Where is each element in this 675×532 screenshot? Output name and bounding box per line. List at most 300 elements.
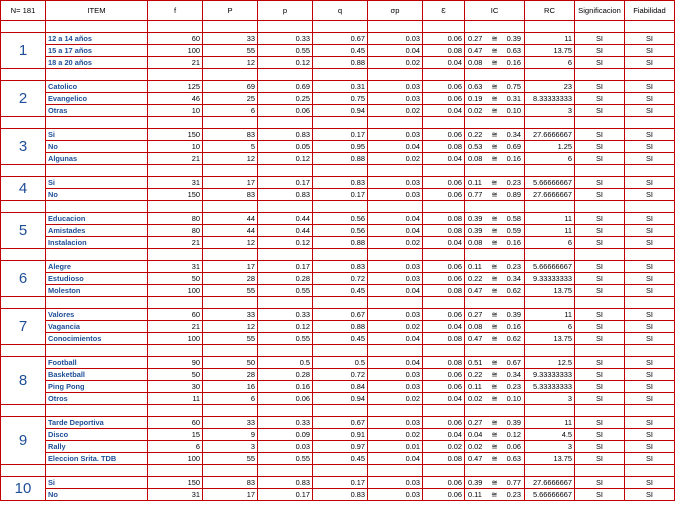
empty-cell[interactable] [258, 69, 313, 81]
q-cell[interactable]: 0.45 [313, 333, 368, 345]
f-cell[interactable]: 10 [148, 105, 203, 117]
empty-cell[interactable] [368, 201, 423, 213]
sigma-p-cell[interactable]: 0.04 [368, 213, 423, 225]
group-number[interactable]: 4 [1, 177, 46, 201]
empty-cell[interactable] [1, 405, 46, 417]
fiabilidad-cell[interactable]: SI [625, 93, 675, 105]
rc-cell[interactable]: 4.5 [525, 429, 575, 441]
group-number[interactable]: 5 [1, 213, 46, 249]
p-cell[interactable]: 0.16 [258, 381, 313, 393]
sigma-p-cell[interactable]: 0.04 [368, 45, 423, 57]
empty-cell[interactable] [575, 69, 625, 81]
f-cell[interactable]: 100 [148, 333, 203, 345]
P-cell[interactable]: 12 [203, 57, 258, 69]
epsilon-cell[interactable]: 0.04 [423, 57, 465, 69]
fiabilidad-cell[interactable]: SI [625, 129, 675, 141]
sigma-p-cell[interactable]: 0.03 [368, 93, 423, 105]
item-cell[interactable]: Si [46, 129, 148, 141]
q-cell[interactable]: 0.56 [313, 213, 368, 225]
ic-cell[interactable] [465, 357, 525, 369]
rc-cell[interactable]: 11 [525, 225, 575, 237]
P-cell[interactable]: 12 [203, 153, 258, 165]
sigma-p-cell[interactable]: 0.02 [368, 105, 423, 117]
ic-cell[interactable] [465, 45, 525, 57]
ic-cell[interactable] [465, 33, 525, 45]
empty-cell[interactable] [575, 201, 625, 213]
p-cell[interactable]: 0.44 [258, 225, 313, 237]
significacion-cell[interactable]: SI [575, 381, 625, 393]
empty-cell[interactable] [313, 405, 368, 417]
ic-cell[interactable] [465, 369, 525, 381]
empty-cell[interactable] [46, 21, 148, 33]
ic-cell[interactable] [465, 129, 525, 141]
significacion-cell[interactable]: SI [575, 333, 625, 345]
epsilon-cell[interactable]: 0.08 [423, 141, 465, 153]
empty-cell[interactable] [525, 117, 575, 129]
f-cell[interactable]: 15 [148, 429, 203, 441]
empty-cell[interactable] [368, 465, 423, 477]
empty-cell[interactable] [313, 69, 368, 81]
significacion-cell[interactable]: SI [575, 225, 625, 237]
rc-cell[interactable]: 27.6666667 [525, 477, 575, 489]
P-cell[interactable]: 28 [203, 369, 258, 381]
empty-cell[interactable] [525, 21, 575, 33]
P-cell[interactable]: 55 [203, 45, 258, 57]
significacion-cell[interactable]: SI [575, 153, 625, 165]
empty-cell[interactable] [258, 297, 313, 309]
ic-cell[interactable] [465, 153, 525, 165]
empty-cell[interactable] [368, 165, 423, 177]
fiabilidad-cell[interactable]: SI [625, 237, 675, 249]
empty-cell[interactable] [465, 69, 525, 81]
rc-cell[interactable]: 11 [525, 33, 575, 45]
empty-cell[interactable] [1, 465, 46, 477]
empty-cell[interactable] [258, 345, 313, 357]
rc-cell[interactable]: 5.66666667 [525, 177, 575, 189]
fiabilidad-cell[interactable]: SI [625, 477, 675, 489]
fiabilidad-cell[interactable]: SI [625, 309, 675, 321]
empty-cell[interactable] [148, 297, 203, 309]
f-cell[interactable]: 150 [148, 189, 203, 201]
f-cell[interactable]: 21 [148, 57, 203, 69]
sigma-p-cell[interactable]: 0.03 [368, 369, 423, 381]
empty-cell[interactable] [625, 465, 675, 477]
epsilon-cell[interactable]: 0.04 [423, 153, 465, 165]
f-cell[interactable]: 90 [148, 357, 203, 369]
ic-cell[interactable] [465, 93, 525, 105]
rc-cell[interactable]: 13.75 [525, 285, 575, 297]
rc-cell[interactable]: 6 [525, 153, 575, 165]
epsilon-cell[interactable]: 0.06 [423, 261, 465, 273]
rc-cell[interactable]: 12.5 [525, 357, 575, 369]
P-cell[interactable]: 33 [203, 309, 258, 321]
q-cell[interactable]: 0.45 [313, 45, 368, 57]
significacion-cell[interactable]: SI [575, 129, 625, 141]
ic-cell[interactable] [465, 273, 525, 285]
ic-cell[interactable] [465, 105, 525, 117]
P-cell[interactable]: 33 [203, 33, 258, 45]
q-cell[interactable]: 0.5 [313, 357, 368, 369]
rc-cell[interactable]: 11 [525, 309, 575, 321]
empty-cell[interactable] [46, 69, 148, 81]
item-cell[interactable]: 15 a 17 años [46, 45, 148, 57]
sigma-p-cell[interactable]: 0.03 [368, 309, 423, 321]
header-rc[interactable]: RC [525, 1, 575, 21]
item-cell[interactable]: Otros [46, 393, 148, 405]
epsilon-cell[interactable]: 0.06 [423, 33, 465, 45]
p-cell[interactable]: 0.25 [258, 93, 313, 105]
rc-cell[interactable]: 27.6666667 [525, 129, 575, 141]
q-cell[interactable]: 0.83 [313, 177, 368, 189]
empty-cell[interactable] [1, 345, 46, 357]
sigma-p-cell[interactable]: 0.04 [368, 225, 423, 237]
significacion-cell[interactable]: SI [575, 309, 625, 321]
group-number[interactable]: 10 [1, 477, 46, 501]
P-cell[interactable]: 83 [203, 129, 258, 141]
header-sigma-p[interactable]: σp [368, 1, 423, 21]
item-cell[interactable]: Football [46, 357, 148, 369]
q-cell[interactable]: 0.88 [313, 153, 368, 165]
fiabilidad-cell[interactable]: SI [625, 141, 675, 153]
empty-cell[interactable] [575, 465, 625, 477]
q-cell[interactable]: 0.31 [313, 81, 368, 93]
fiabilidad-cell[interactable]: SI [625, 441, 675, 453]
ic-cell[interactable] [465, 177, 525, 189]
p-cell[interactable]: 0.44 [258, 213, 313, 225]
p-cell[interactable]: 0.17 [258, 489, 313, 501]
item-cell[interactable]: Instalacion [46, 237, 148, 249]
P-cell[interactable]: 28 [203, 273, 258, 285]
P-cell[interactable]: 9 [203, 429, 258, 441]
p-cell[interactable]: 0.55 [258, 453, 313, 465]
significacion-cell[interactable]: SI [575, 57, 625, 69]
epsilon-cell[interactable]: 0.04 [423, 105, 465, 117]
p-cell[interactable]: 0.55 [258, 285, 313, 297]
q-cell[interactable]: 0.94 [313, 393, 368, 405]
empty-cell[interactable] [258, 249, 313, 261]
q-cell[interactable]: 0.83 [313, 261, 368, 273]
rc-cell[interactable]: 5.66666667 [525, 489, 575, 501]
p-cell[interactable]: 0.33 [258, 309, 313, 321]
item-cell[interactable]: Educacion [46, 213, 148, 225]
f-cell[interactable]: 60 [148, 417, 203, 429]
p-cell[interactable]: 0.69 [258, 81, 313, 93]
significacion-cell[interactable]: SI [575, 393, 625, 405]
significacion-cell[interactable]: SI [575, 141, 625, 153]
empty-cell[interactable] [203, 117, 258, 129]
empty-cell[interactable] [525, 249, 575, 261]
header-n[interactable]: N= 181 [1, 1, 46, 21]
empty-cell[interactable] [423, 165, 465, 177]
p-cell[interactable]: 0.06 [258, 393, 313, 405]
item-cell[interactable]: Si [46, 477, 148, 489]
sigma-p-cell[interactable]: 0.04 [368, 285, 423, 297]
empty-cell[interactable] [575, 249, 625, 261]
p-cell[interactable]: 0.55 [258, 333, 313, 345]
p-cell[interactable]: 0.17 [258, 261, 313, 273]
empty-cell[interactable] [313, 297, 368, 309]
sigma-p-cell[interactable]: 0.03 [368, 489, 423, 501]
significacion-cell[interactable]: SI [575, 105, 625, 117]
empty-cell[interactable] [1, 249, 46, 261]
rc-cell[interactable]: 11 [525, 213, 575, 225]
sigma-p-cell[interactable]: 0.03 [368, 477, 423, 489]
empty-cell[interactable] [203, 297, 258, 309]
fiabilidad-cell[interactable]: SI [625, 105, 675, 117]
item-cell[interactable]: 12 a 14 años [46, 33, 148, 45]
significacion-cell[interactable]: SI [575, 357, 625, 369]
empty-cell[interactable] [46, 201, 148, 213]
p-cell[interactable]: 0.55 [258, 45, 313, 57]
header-ic[interactable]: IC [465, 1, 525, 21]
item-cell[interactable]: Estudioso [46, 273, 148, 285]
group-number[interactable]: 3 [1, 129, 46, 165]
empty-cell[interactable] [203, 69, 258, 81]
header-P[interactable]: P [203, 1, 258, 21]
f-cell[interactable]: 10 [148, 141, 203, 153]
empty-cell[interactable] [148, 249, 203, 261]
p-cell[interactable]: 0.28 [258, 369, 313, 381]
q-cell[interactable]: 0.94 [313, 105, 368, 117]
ic-cell[interactable] [465, 309, 525, 321]
q-cell[interactable]: 0.56 [313, 225, 368, 237]
sigma-p-cell[interactable]: 0.03 [368, 177, 423, 189]
item-cell[interactable]: Rally [46, 441, 148, 453]
sigma-p-cell[interactable]: 0.03 [368, 33, 423, 45]
empty-cell[interactable] [625, 117, 675, 129]
f-cell[interactable]: 31 [148, 489, 203, 501]
ic-cell[interactable] [465, 57, 525, 69]
epsilon-cell[interactable]: 0.04 [423, 237, 465, 249]
empty-cell[interactable] [313, 21, 368, 33]
ic-cell[interactable] [465, 429, 525, 441]
fiabilidad-cell[interactable]: SI [625, 321, 675, 333]
p-cell[interactable]: 0.17 [258, 177, 313, 189]
empty-cell[interactable] [423, 465, 465, 477]
rc-cell[interactable]: 9.33333333 [525, 273, 575, 285]
significacion-cell[interactable]: SI [575, 285, 625, 297]
P-cell[interactable]: 55 [203, 333, 258, 345]
empty-cell[interactable] [368, 297, 423, 309]
q-cell[interactable]: 0.72 [313, 369, 368, 381]
P-cell[interactable]: 16 [203, 381, 258, 393]
f-cell[interactable]: 60 [148, 33, 203, 45]
empty-cell[interactable] [148, 21, 203, 33]
item-cell[interactable]: Valores [46, 309, 148, 321]
empty-cell[interactable] [525, 465, 575, 477]
epsilon-cell[interactable]: 0.08 [423, 333, 465, 345]
q-cell[interactable]: 0.97 [313, 441, 368, 453]
empty-cell[interactable] [203, 405, 258, 417]
P-cell[interactable]: 83 [203, 477, 258, 489]
significacion-cell[interactable]: SI [575, 213, 625, 225]
significacion-cell[interactable]: SI [575, 489, 625, 501]
f-cell[interactable]: 21 [148, 237, 203, 249]
empty-cell[interactable] [575, 117, 625, 129]
empty-cell[interactable] [148, 117, 203, 129]
significacion-cell[interactable]: SI [575, 429, 625, 441]
fiabilidad-cell[interactable]: SI [625, 177, 675, 189]
f-cell[interactable]: 100 [148, 285, 203, 297]
fiabilidad-cell[interactable]: SI [625, 417, 675, 429]
item-cell[interactable]: Si [46, 177, 148, 189]
ic-cell[interactable] [465, 453, 525, 465]
p-cell[interactable]: 0.09 [258, 429, 313, 441]
item-cell[interactable]: 18 a 20 años [46, 57, 148, 69]
q-cell[interactable]: 0.17 [313, 129, 368, 141]
item-cell[interactable]: Tarde Deportiva [46, 417, 148, 429]
empty-cell[interactable] [525, 69, 575, 81]
significacion-cell[interactable]: SI [575, 321, 625, 333]
q-cell[interactable]: 0.17 [313, 477, 368, 489]
fiabilidad-cell[interactable]: SI [625, 153, 675, 165]
empty-cell[interactable] [525, 297, 575, 309]
epsilon-cell[interactable]: 0.08 [423, 45, 465, 57]
item-cell[interactable]: Algunas [46, 153, 148, 165]
fiabilidad-cell[interactable]: SI [625, 357, 675, 369]
epsilon-cell[interactable]: 0.06 [423, 369, 465, 381]
item-cell[interactable]: Vagancia [46, 321, 148, 333]
P-cell[interactable]: 44 [203, 225, 258, 237]
group-number[interactable]: 2 [1, 81, 46, 117]
p-cell[interactable]: 0.83 [258, 477, 313, 489]
empty-cell[interactable] [465, 249, 525, 261]
f-cell[interactable]: 30 [148, 381, 203, 393]
ic-cell[interactable] [465, 321, 525, 333]
fiabilidad-cell[interactable]: SI [625, 261, 675, 273]
significacion-cell[interactable]: SI [575, 273, 625, 285]
sigma-p-cell[interactable]: 0.04 [368, 357, 423, 369]
empty-cell[interactable] [423, 117, 465, 129]
header-epsilon[interactable]: Ɛ [423, 1, 465, 21]
fiabilidad-cell[interactable]: SI [625, 429, 675, 441]
f-cell[interactable]: 46 [148, 93, 203, 105]
sigma-p-cell[interactable]: 0.03 [368, 273, 423, 285]
sigma-p-cell[interactable]: 0.02 [368, 393, 423, 405]
f-cell[interactable]: 50 [148, 273, 203, 285]
P-cell[interactable]: 17 [203, 261, 258, 273]
item-cell[interactable]: No [46, 141, 148, 153]
empty-cell[interactable] [368, 249, 423, 261]
q-cell[interactable]: 0.75 [313, 93, 368, 105]
empty-cell[interactable] [423, 21, 465, 33]
significacion-cell[interactable]: SI [575, 93, 625, 105]
item-cell[interactable]: Disco [46, 429, 148, 441]
fiabilidad-cell[interactable]: SI [625, 189, 675, 201]
p-cell[interactable]: 0.06 [258, 105, 313, 117]
fiabilidad-cell[interactable]: SI [625, 81, 675, 93]
f-cell[interactable]: 21 [148, 321, 203, 333]
fiabilidad-cell[interactable]: SI [625, 285, 675, 297]
sigma-p-cell[interactable]: 0.03 [368, 129, 423, 141]
ic-cell[interactable] [465, 333, 525, 345]
item-cell[interactable]: Ping Pong [46, 381, 148, 393]
f-cell[interactable]: 150 [148, 477, 203, 489]
sigma-p-cell[interactable]: 0.03 [368, 381, 423, 393]
epsilon-cell[interactable]: 0.06 [423, 189, 465, 201]
epsilon-cell[interactable]: 0.08 [423, 225, 465, 237]
empty-cell[interactable] [465, 117, 525, 129]
item-cell[interactable]: Amistades [46, 225, 148, 237]
f-cell[interactable]: 31 [148, 261, 203, 273]
epsilon-cell[interactable]: 0.04 [423, 393, 465, 405]
p-cell[interactable]: 0.33 [258, 33, 313, 45]
significacion-cell[interactable]: SI [575, 369, 625, 381]
q-cell[interactable]: 0.67 [313, 309, 368, 321]
epsilon-cell[interactable]: 0.06 [423, 417, 465, 429]
empty-cell[interactable] [46, 405, 148, 417]
sigma-p-cell[interactable]: 0.04 [368, 141, 423, 153]
sigma-p-cell[interactable]: 0.02 [368, 57, 423, 69]
epsilon-cell[interactable]: 0.06 [423, 381, 465, 393]
rc-cell[interactable]: 6 [525, 237, 575, 249]
rc-cell[interactable]: 23 [525, 81, 575, 93]
significacion-cell[interactable]: SI [575, 441, 625, 453]
empty-cell[interactable] [423, 405, 465, 417]
p-cell[interactable]: 0.83 [258, 129, 313, 141]
empty-cell[interactable] [465, 465, 525, 477]
empty-cell[interactable] [313, 201, 368, 213]
p-cell[interactable]: 0.28 [258, 273, 313, 285]
empty-cell[interactable] [625, 297, 675, 309]
q-cell[interactable]: 0.67 [313, 33, 368, 45]
empty-cell[interactable] [423, 249, 465, 261]
sigma-p-cell[interactable]: 0.02 [368, 321, 423, 333]
fiabilidad-cell[interactable]: SI [625, 33, 675, 45]
epsilon-cell[interactable]: 0.04 [423, 321, 465, 333]
item-cell[interactable]: Basketball [46, 369, 148, 381]
empty-cell[interactable] [575, 21, 625, 33]
empty-cell[interactable] [148, 465, 203, 477]
empty-cell[interactable] [625, 345, 675, 357]
q-cell[interactable]: 0.45 [313, 453, 368, 465]
P-cell[interactable]: 55 [203, 453, 258, 465]
q-cell[interactable]: 0.88 [313, 237, 368, 249]
group-number[interactable]: 6 [1, 261, 46, 297]
header-q[interactable]: q [313, 1, 368, 21]
ic-cell[interactable] [465, 285, 525, 297]
q-cell[interactable]: 0.84 [313, 381, 368, 393]
empty-cell[interactable] [46, 165, 148, 177]
q-cell[interactable]: 0.72 [313, 273, 368, 285]
p-cell[interactable]: 0.12 [258, 237, 313, 249]
empty-cell[interactable] [625, 69, 675, 81]
f-cell[interactable]: 31 [148, 177, 203, 189]
sigma-p-cell[interactable]: 0.01 [368, 441, 423, 453]
f-cell[interactable]: 80 [148, 225, 203, 237]
ic-cell[interactable] [465, 141, 525, 153]
ic-cell[interactable] [465, 261, 525, 273]
empty-cell[interactable] [465, 345, 525, 357]
sigma-p-cell[interactable]: 0.03 [368, 261, 423, 273]
empty-cell[interactable] [258, 201, 313, 213]
epsilon-cell[interactable]: 0.02 [423, 441, 465, 453]
f-cell[interactable]: 125 [148, 81, 203, 93]
empty-cell[interactable] [575, 297, 625, 309]
empty-cell[interactable] [465, 297, 525, 309]
rc-cell[interactable]: 11 [525, 417, 575, 429]
empty-cell[interactable] [203, 249, 258, 261]
fiabilidad-cell[interactable]: SI [625, 381, 675, 393]
empty-cell[interactable] [313, 165, 368, 177]
ic-cell[interactable] [465, 213, 525, 225]
empty-cell[interactable] [368, 21, 423, 33]
rc-cell[interactable]: 9.33333333 [525, 369, 575, 381]
empty-cell[interactable] [1, 297, 46, 309]
empty-cell[interactable] [258, 465, 313, 477]
empty-cell[interactable] [1, 201, 46, 213]
empty-cell[interactable] [203, 201, 258, 213]
